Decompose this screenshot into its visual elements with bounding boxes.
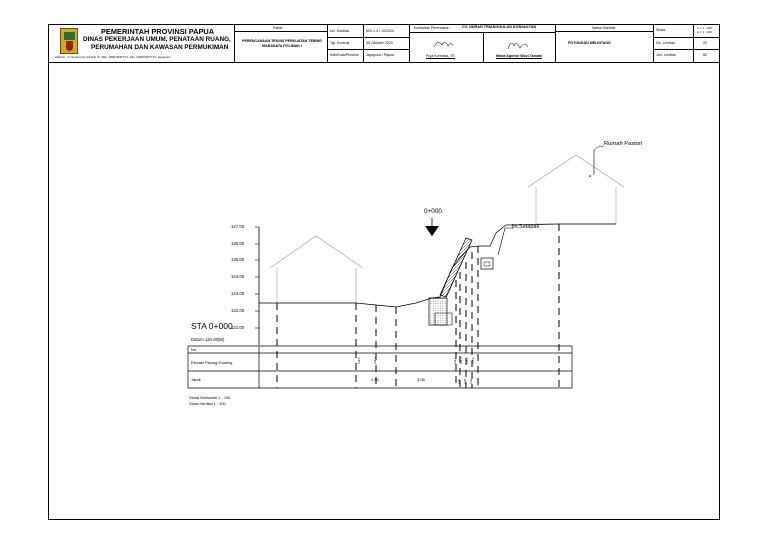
svg-text:122.1: 122.1 [454, 357, 457, 364]
no-kontrak-label: No. Kontrak [330, 29, 349, 33]
signer-right: Maria Agnese Woyi Tamani [496, 54, 543, 58]
jml-lembar-value: 60 [703, 53, 707, 57]
elev-label-127: 127.00 [231, 224, 245, 229]
paket-label: Paket : [273, 26, 285, 30]
table-row-elevasi: Elevasi Paving Existing [191, 360, 233, 365]
tgl-kontrak-value: 05 Oktober 2023 [366, 41, 393, 45]
svg-text:122.4: 122.4 [358, 357, 361, 364]
agency-line-2: DINAS PEKERJAAN UMUM, PENATAAN RUANG, [83, 36, 231, 43]
skala-value: V = 1 : 100 H = 1 : 100 [697, 26, 712, 34]
drainage-channel [481, 258, 493, 269]
elev-label-123: 123.00 [231, 291, 245, 296]
konsultan-name: CV. NURAH TRIANGGULAN KONSULTAN [462, 25, 537, 29]
skala-horisontal: Skala Horisontal 1 : 100 [189, 395, 231, 400]
agency-line-1: PEMERINTAH PROVINSI PAPUA [101, 27, 215, 36]
svg-text:125.6: 125.6 [472, 357, 475, 364]
profile-data-table [188, 346, 572, 388]
nama-gambar-label: Nama Gambar [592, 26, 616, 30]
elev-label-125: 125.00 [231, 257, 245, 262]
elevation-axis [255, 227, 259, 345]
elev-label-121: 121.00 [231, 325, 245, 330]
jln-setapak-label: jln.Setapak [512, 224, 540, 230]
jarak-value-2: 3.08 [417, 377, 425, 382]
tgl-kontrak-label: Tgl. Kontrak [330, 41, 350, 45]
no-kontrak-value: 600.1.3 / 10/2023 [366, 29, 394, 33]
paket-value: PERENCANAAN TEKNIS PERKUATAN TEBING MARANATA POLIMAK I [242, 39, 322, 48]
ground-profile [259, 224, 616, 307]
no-lembar-value: 20 [703, 41, 707, 45]
agency-address: Alamat : Jl. Soasiu No.14 Dok IV, Telp. (0967)537771, Fax. (0967)537774, Jayapura [55, 55, 171, 59]
svg-text:124.0: 124.0 [460, 357, 463, 364]
svg-text:122.3: 122.3 [374, 357, 377, 364]
lokasi-label: Kab/Kota/Provinsi [330, 53, 359, 57]
svg-text:0.30: 0.30 [470, 378, 473, 384]
table-row-jarak: Jarak [191, 377, 201, 382]
station-marker [425, 218, 439, 236]
agency-line-3: PERUMAHAN DAN KAWASAN PERMUKIMAN [91, 44, 229, 51]
lokasi-value: Jayapura / Papua [366, 53, 395, 57]
elev-label-122: 122.00 [231, 308, 245, 313]
datum-label: Datum 120.00(M) [191, 337, 225, 342]
elev-label-126: 126.00 [231, 241, 245, 246]
skala-label: Skala [656, 28, 665, 32]
sta-label: STA 0+000 [191, 321, 233, 331]
table-row-no: No [191, 347, 197, 352]
signer-left: Puja Kurniasa, ST [426, 54, 455, 58]
jml-lembar-label: Jml. Lembar [656, 53, 676, 57]
skala-vertikal: Skala Vertikal 1 : 100 [189, 401, 226, 406]
svg-text:0.40: 0.40 [458, 378, 461, 384]
svg-text:0.45: 0.45 [464, 378, 467, 384]
left-house [270, 236, 363, 303]
rumah-pastori-label: Rumah Pastori [604, 141, 643, 147]
nama-gambar-value: POTONGAN MELINTANG [568, 41, 611, 45]
no-lembar-label: No. Lembar [656, 41, 675, 45]
jarak-value-1: 2.80 [371, 377, 379, 382]
station-mark-label: 0+000 [424, 208, 442, 215]
elev-label-124: 124.00 [231, 274, 245, 279]
rumah-pastori-house [528, 155, 624, 224]
konsultan-label: Konsultan Perencana : [414, 26, 451, 30]
vertical-reference-lines [277, 224, 559, 388]
svg-text:125.3: 125.3 [466, 357, 469, 364]
